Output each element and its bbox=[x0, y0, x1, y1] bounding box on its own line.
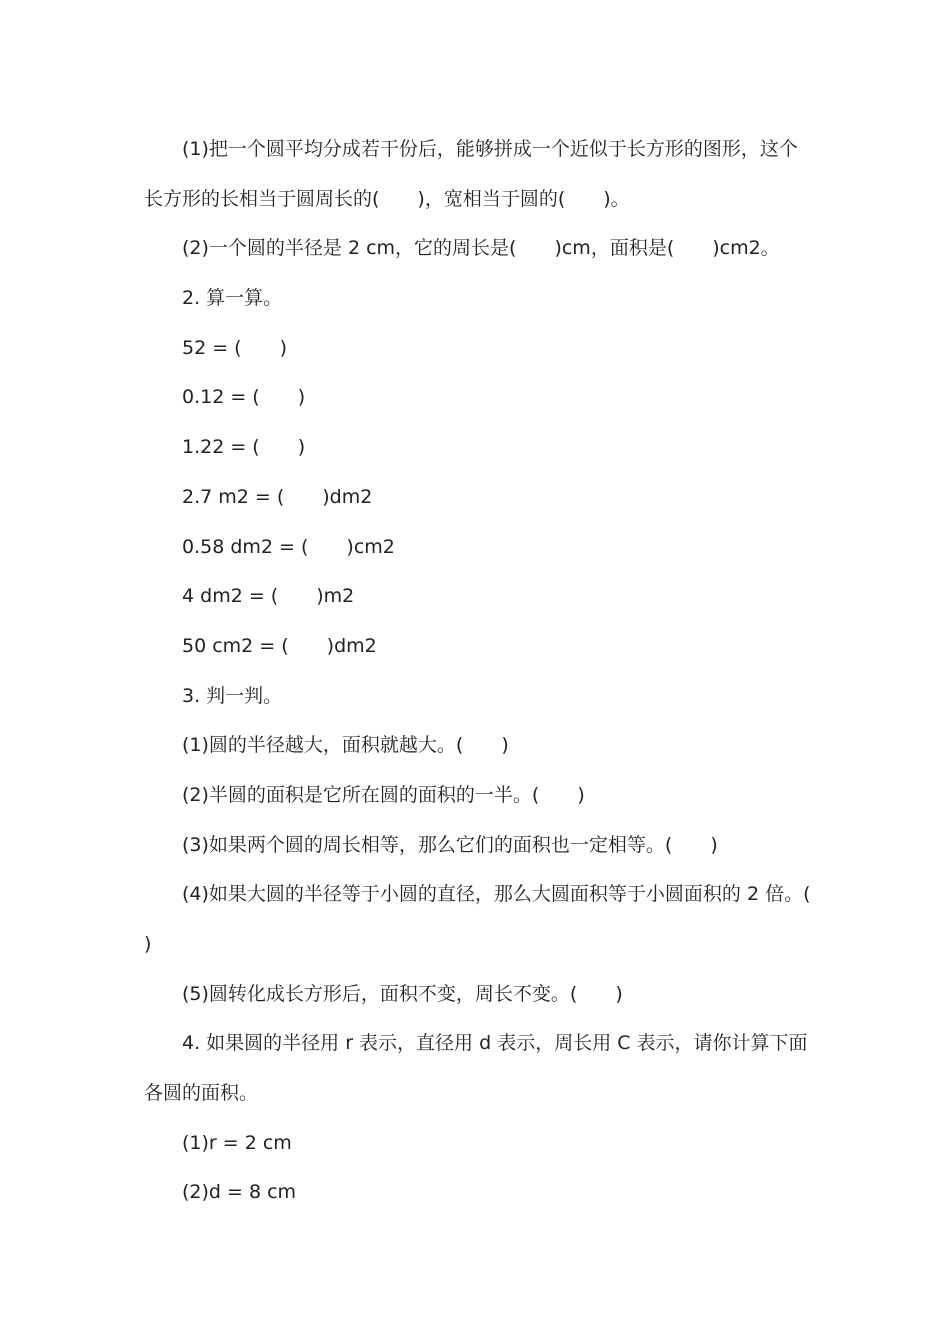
q1-part1-line1: (1)把一个圆平均分成若干份后，能够拼成一个近似于长方形的图形，这个 bbox=[182, 138, 798, 160]
q2-item-5: 0.58 dm2 = ( )cm2 bbox=[182, 535, 395, 558]
q1-part2: (2)一个圆的半径是 2 cm，它的周长是( )cm，面积是( )cm2。 bbox=[182, 237, 780, 260]
q3-item-4-line2: ) bbox=[144, 933, 152, 955]
q2-item-3: 1.22 = ( ) bbox=[182, 436, 306, 459]
q2-item-2: 0.12 = ( ) bbox=[182, 386, 306, 409]
q2-item-6: 4 dm2 = ( )m2 bbox=[182, 585, 355, 608]
document-body bbox=[144, 125, 809, 1218]
q1-part1-line2: 长方形的长相当于圆周长的( )，宽相当于圆的( )。 bbox=[144, 187, 630, 210]
q2-heading: 2. 算一算。 bbox=[182, 287, 283, 310]
q2-item-7: 50 cm2 = ( )dm2 bbox=[182, 634, 377, 657]
q4-item-2: (2)d = 8 cm bbox=[182, 1181, 297, 1204]
q3-item-5: (5)圆转化成长方形后，面积不变，周长不变。( ) bbox=[182, 982, 623, 1005]
q4-heading-line1: 4. 如果圆的半径用 r 表示，直径用 d 表示，周长用 C 表示，请你计算下面 bbox=[182, 1032, 808, 1055]
q3-item-3: (3)如果两个圆的周长相等，那么它们的面积也一定相等。( ) bbox=[182, 833, 718, 856]
q4-item-1: (1)r = 2 cm bbox=[182, 1131, 292, 1154]
q3-item-2: (2)半圆的面积是它所在圆的面积的一半。( ) bbox=[182, 783, 585, 806]
q2-item-1: 52 = ( ) bbox=[182, 336, 288, 359]
q2-item-4: 2.7 m2 = ( )dm2 bbox=[182, 485, 373, 508]
q3-item-1: (1)圆的半径越大，面积就越大。( ) bbox=[182, 734, 509, 757]
q3-item-4-line1: (4)如果大圆的半径等于小圆的直径，那么大圆面积等于小圆面积的 2 倍。( bbox=[182, 883, 811, 906]
q3-heading: 3. 判一判。 bbox=[182, 684, 283, 707]
q4-heading-line2: 各圆的面积。 bbox=[144, 1082, 259, 1105]
